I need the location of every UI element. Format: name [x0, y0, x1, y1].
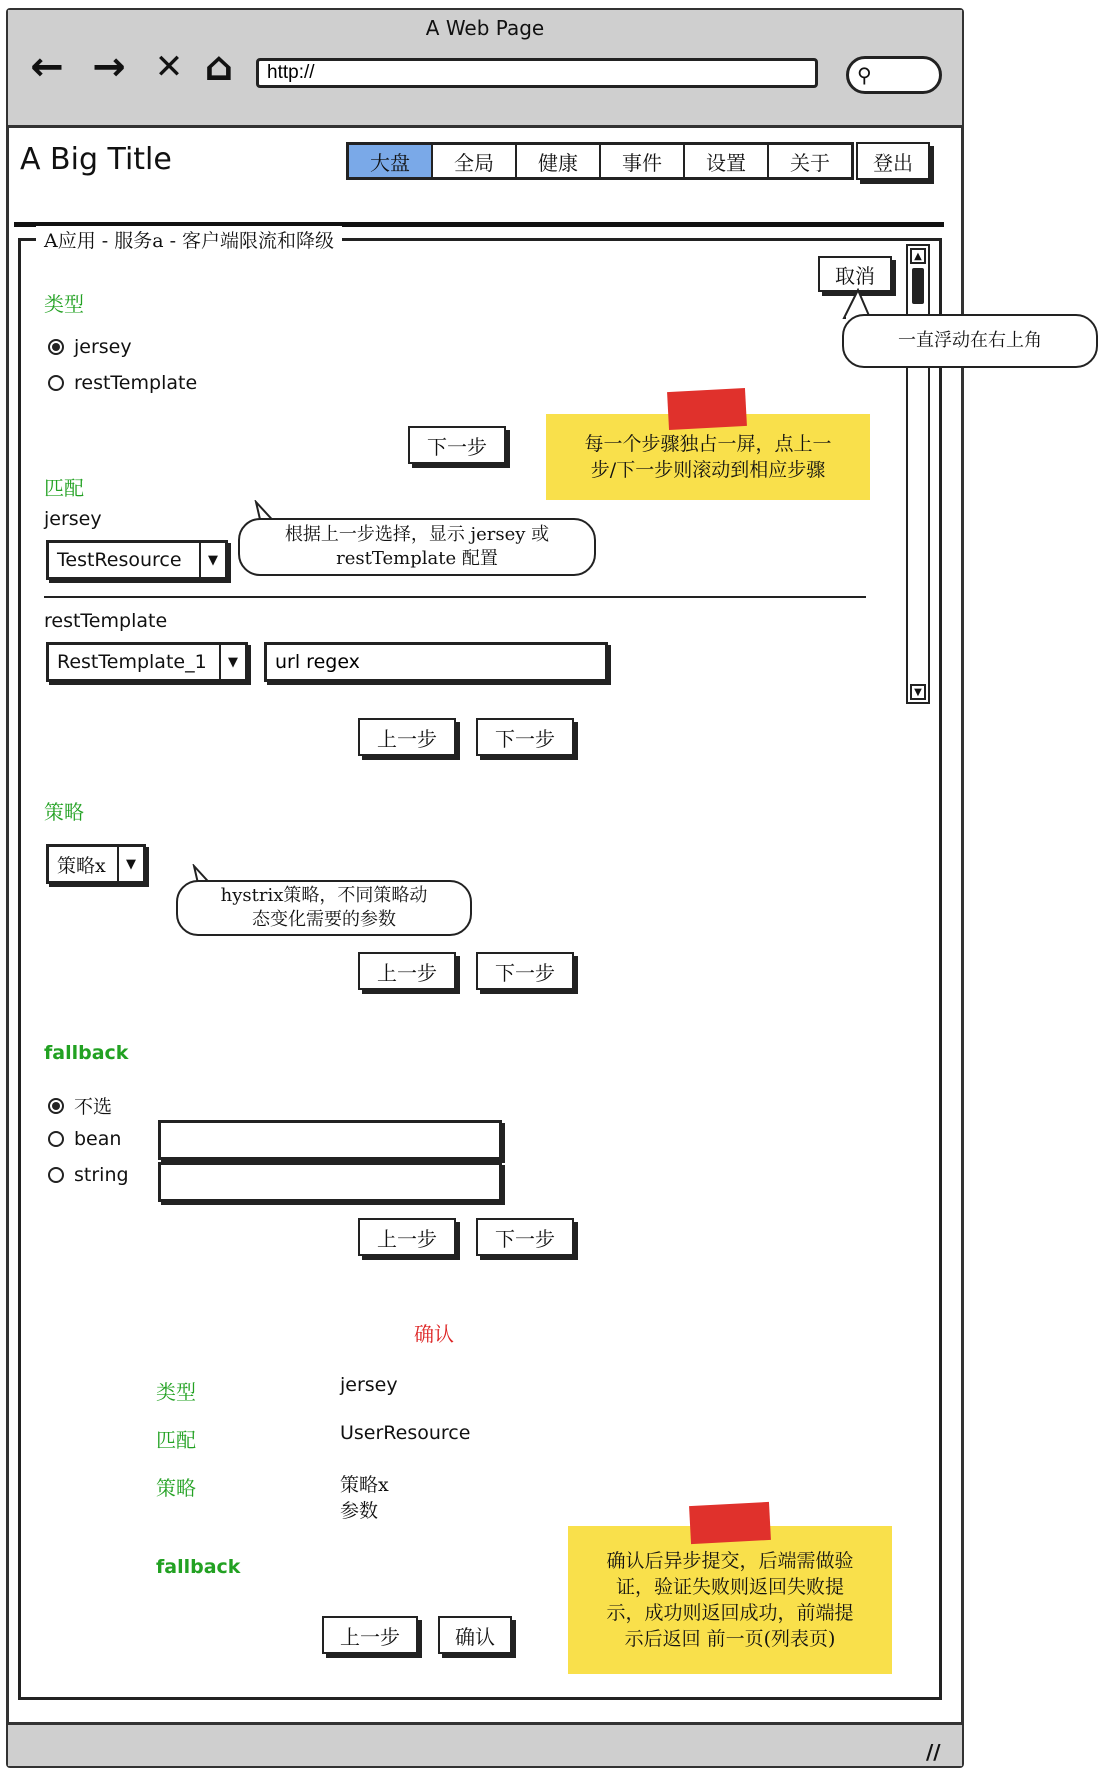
url-regex-input[interactable] — [264, 642, 608, 682]
step-match-prev-button[interactable]: 上一步 — [358, 718, 456, 756]
chevron-down-icon: ▼ — [228, 654, 238, 670]
jersey-label: jersey — [44, 508, 102, 530]
radio-empty-icon — [48, 1131, 64, 1147]
fallback-bean-input[interactable] — [158, 1120, 502, 1160]
scroll-down-icon[interactable]: ▼ — [910, 684, 926, 700]
strategy-select[interactable]: 策略x ▼ — [46, 844, 146, 884]
radio-resttemplate[interactable]: restTemplate — [48, 372, 197, 394]
browser-search-field[interactable] — [846, 56, 942, 94]
chevron-down-icon: ▼ — [126, 856, 136, 872]
match-note-bubble: 根据上一步选择，显示 jersey 或 restTemplate 配置 — [238, 518, 596, 576]
radio-empty-icon — [48, 1167, 64, 1183]
summary-label-fallback: fallback — [156, 1556, 241, 1578]
sticky-note-submit: 确认后异步提交，后端需做验 证，验证失败则返回失败提 示，成功则返回成功，前端提 示后返回 前一页(列表页) — [568, 1526, 892, 1674]
tab-health[interactable]: 健康 — [517, 145, 601, 177]
scroll-thumb[interactable] — [912, 268, 924, 304]
radio-fallback-none[interactable]: 不选 — [48, 1092, 112, 1119]
divider-line — [44, 596, 866, 598]
tab-settings[interactable]: 设置 — [685, 145, 769, 177]
panel-scrollbar[interactable] — [906, 244, 930, 704]
cancel-button[interactable]: 取消 — [818, 256, 892, 292]
step-match-next-button[interactable]: 下一步 — [476, 718, 574, 756]
summary-value-strategy: 策略x — [340, 1474, 389, 1496]
page-title: A Big Title — [20, 142, 172, 177]
summary-label-strategy: 策略 — [156, 1476, 196, 1500]
step-match-heading: 匹配 — [44, 476, 84, 500]
window-title: A Web Page — [425, 16, 545, 40]
summary-label-type: 类型 — [156, 1380, 196, 1404]
logout-button[interactable]: 登出 — [856, 142, 930, 180]
forward-arrow-icon[interactable]: → — [92, 44, 126, 90]
radio-fallback-bean[interactable]: bean — [48, 1128, 121, 1150]
jersey-resource-select[interactable]: TestResource ▼ — [46, 540, 228, 580]
summary-value-type: jersey — [340, 1374, 398, 1396]
summary-value-match: UserResource — [340, 1422, 471, 1444]
radio-jersey[interactable]: jersey — [48, 336, 132, 358]
step-strategy-next-button[interactable]: 下一步 — [476, 952, 574, 990]
step-type-next-button[interactable]: 下一步 — [408, 426, 506, 464]
home-icon[interactable]: ⌂ — [204, 44, 234, 90]
step-fallback-prev-button[interactable]: 上一步 — [358, 1218, 456, 1256]
confirm-heading: 确认 — [414, 1322, 454, 1346]
step-strategy-prev-button[interactable]: 上一步 — [358, 952, 456, 990]
tab-events[interactable]: 事件 — [601, 145, 685, 177]
strategy-note-bubble: hystrix策略，不同策略动 态变化需要的参数 — [176, 880, 472, 936]
stop-icon[interactable]: ✕ — [154, 47, 184, 87]
back-arrow-icon[interactable]: ← — [30, 44, 64, 90]
tab-about[interactable]: 关于 — [769, 145, 851, 177]
float-note-bubble: 一直浮动在右上角 — [842, 314, 1098, 368]
panel-title: A应用 - 服务a - 客户端限流和降级 — [36, 226, 342, 253]
url-input[interactable] — [256, 58, 818, 88]
step-fallback-heading: fallback — [44, 1042, 129, 1064]
main-tabs — [346, 142, 854, 180]
tape-decoration — [667, 388, 747, 430]
confirm-prev-button[interactable]: 上一步 — [322, 1616, 418, 1654]
step-type-heading: 类型 — [44, 292, 84, 316]
radio-selected-icon — [48, 339, 64, 355]
summary-label-match: 匹配 — [156, 1428, 196, 1452]
status-bar — [8, 1722, 962, 1766]
radio-empty-icon — [48, 375, 64, 391]
step-strategy-heading: 策略 — [44, 800, 84, 824]
resttemplate-label: restTemplate — [44, 610, 168, 632]
summary-value-params: 参数 — [340, 1500, 379, 1522]
step-fallback-next-button[interactable]: 下一步 — [476, 1218, 574, 1256]
search-icon: ⚲ — [857, 63, 872, 87]
scroll-up-icon[interactable]: ▲ — [910, 248, 926, 264]
radio-fallback-string[interactable]: string — [48, 1164, 129, 1186]
chevron-down-icon: ▼ — [208, 552, 218, 568]
tape-decoration — [689, 1502, 771, 1544]
tab-global[interactable]: 全局 — [433, 145, 517, 177]
fallback-string-input[interactable] — [158, 1162, 502, 1202]
resize-grip-icon[interactable]: // — [926, 1740, 941, 1764]
sticky-note-scroll: 每一个步骤独占一屏，点上一 步/下一步则滚动到相应步骤 — [546, 414, 870, 500]
confirm-submit-button[interactable]: 确认 — [438, 1616, 512, 1654]
radio-selected-icon — [48, 1098, 64, 1114]
tab-dashboard[interactable]: 大盘 — [349, 145, 433, 177]
resttemplate-select[interactable]: RestTemplate_1 ▼ — [46, 642, 248, 682]
